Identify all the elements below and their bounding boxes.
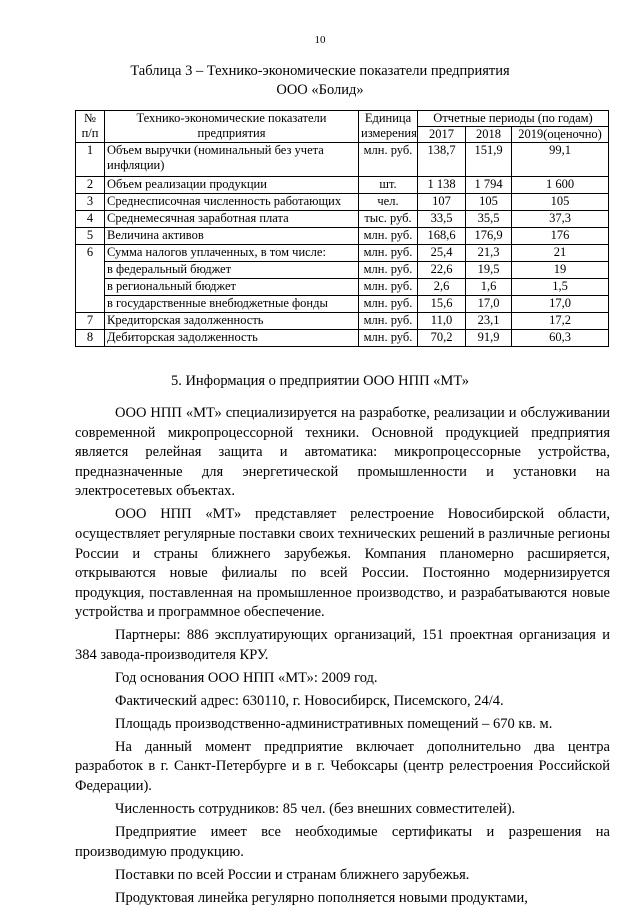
row-value-2017: 107 [418,194,466,211]
row-name: Объем реализации продукции [105,177,359,194]
paragraph: Численность сотрудников: 85 чел. (без внешних совместителей). [115,801,516,818]
header-year-2019: 2019(оценочно) [512,127,609,143]
row-num: 2 [76,177,105,194]
table-row [76,245,609,262]
header-num: № п/п [76,111,105,143]
row-num: 4 [76,211,105,228]
row-name: Кредиторская задолженность [105,313,359,330]
row-value-2019: 19 [512,262,609,279]
table-header-row [76,111,609,127]
row-num: 8 [76,330,105,347]
row-value-2019: 21 [512,245,609,262]
row-name: Дебиторская задолженность [105,330,359,347]
row-name: в федеральный бюджет [105,262,359,279]
row-value-2017: 1 138 [418,177,466,194]
paragraph: Продуктовая линейка регулярно пополняется новыми продуктами, [115,889,528,906]
row-value-2017: 2,6 [418,279,466,296]
table-caption-line1: Таблица 3 – Технико-экономические показатели предприятия [130,63,510,79]
row-value-2017: 15,6 [418,296,466,313]
row-value-2018: 1,6 [466,279,512,296]
row-name: Величина активов [105,228,359,245]
row-value-2019: 60,3 [512,330,609,347]
header-year-2017: 2017 [418,127,466,143]
table-row [76,262,609,279]
row-value-2018: 35,5 [466,211,512,228]
row-value-2018: 176,9 [466,228,512,245]
row-value-2019: 105 [512,194,609,211]
table-row [76,177,609,194]
header-indicator: Технико-экономические показатели предприятия [105,111,359,143]
paragraph: Фактический адрес: 630110, г. Новосибирск, Писемского, 24/4. [115,692,504,709]
row-unit: тыс. руб. [359,211,418,228]
paragraph: На данный момент предприятие включает дополнительно два центра разработок в г. Санкт-Петербурге и в г. Чебоксары (центр релестроения Российской Федерации). [75,738,610,795]
header-unit: Единица измерения [359,111,418,143]
row-value-2019: 1 600 [512,177,609,194]
row-name: в региональный бюджет [105,279,359,296]
page-number: 10 [314,34,326,46]
row-value-2019: 176 [512,228,609,245]
row-num: 1 [76,143,105,177]
row-value-2018: 105 [466,194,512,211]
table-row [76,296,609,313]
table-caption [0,62,640,100]
row-value-2017: 33,5 [418,211,466,228]
table-row [76,228,609,245]
row-value-2017: 11,0 [418,313,466,330]
row-num: 3 [76,194,105,211]
paragraph: ООО НПП «МТ» представляет релестроение Новосибирской области, осуществляет регулярные поставки своих технических решений в различные регионы России и страны ближнего зарубежья. Компания планомерно расширяется, открываются новые филиалы по всей России. Постоянно модернизируется продукция, поставленная на промышленное производство, и разрабатываются новые устройства и программное обеспечение. [75,506,610,621]
section-heading: 5. Информация о предприятии ООО НПП «МТ» [170,373,470,389]
row-name: Сумма налогов уплаченных, в том числе: [105,245,359,262]
row-name: Объем выручки (номинальный без учета инфляции) [105,143,359,177]
row-num: 6 [76,245,105,313]
row-unit: млн. руб. [359,296,418,313]
row-value-2018: 21,3 [466,245,512,262]
row-value-2018: 19,5 [466,262,512,279]
row-value-2017: 138,7 [418,143,466,177]
row-num: 5 [76,228,105,245]
table-row [76,313,609,330]
row-value-2019: 17,2 [512,313,609,330]
row-name: Среднемесячная заработная плата [105,211,359,228]
body-text [75,404,610,912]
row-value-2019: 99,1 [512,143,609,177]
table-row [76,330,609,347]
paragraph: Поставки по всей России и странам ближнего зарубежья. [115,866,470,883]
row-unit: шт. [359,177,418,194]
row-unit: млн. руб. [359,228,418,245]
paragraph: Предприятие имеет все необходимые сертификаты и разрешения на производимую продукцию. [75,824,610,860]
row-value-2019: 37,3 [512,211,609,228]
row-value-2017: 22,6 [418,262,466,279]
row-unit: млн. руб. [359,262,418,279]
paragraph: Партнеры: 886 эксплуатирующих организаций, 151 проектная организация и 384 завода-производителя КРУ. [75,627,610,663]
table-row [76,194,609,211]
row-value-2019: 17,0 [512,296,609,313]
paragraph: Площадь производственно-административных помещений – 670 кв. м. [115,715,553,732]
row-name: в государственные внебюджетные фонды [105,296,359,313]
row-value-2017: 25,4 [418,245,466,262]
row-unit: млн. руб. [359,245,418,262]
table-row [76,279,609,296]
row-unit: млн. руб. [359,279,418,296]
row-unit: млн. руб. [359,313,418,330]
row-value-2017: 168,6 [418,228,466,245]
row-num: 7 [76,313,105,330]
row-value-2017: 70,2 [418,330,466,347]
row-value-2018: 1 794 [466,177,512,194]
row-name: Среднесписочная численность работающих [105,194,359,211]
row-unit: млн. руб. [359,330,418,347]
paragraph: Год основания ООО НПП «МТ»: 2009 год. [115,669,378,686]
header-periods: Отчетные периоды (по годам) [418,111,609,127]
table-caption-line2: ООО «Болид» [276,82,364,98]
row-unit: чел. [359,194,418,211]
row-value-2018: 151,9 [466,143,512,177]
row-value-2019: 1,5 [512,279,609,296]
row-value-2018: 17,0 [466,296,512,313]
table-row [76,143,609,177]
indicators-table [75,110,609,347]
row-unit: млн. руб. [359,143,418,177]
paragraph: ООО НПП «МТ» специализируется на разработке, реализации и обслуживании современной микропроцессорной техники. Основной продукцией предприятия является релейная защита и автоматика: микропроцессорные устройства, предназначенные для энергетической промышленности и установки на электросетевых объектах. [75,405,610,500]
row-value-2018: 91,9 [466,330,512,347]
table-row [76,211,609,228]
header-year-2018: 2018 [466,127,512,143]
row-value-2018: 23,1 [466,313,512,330]
